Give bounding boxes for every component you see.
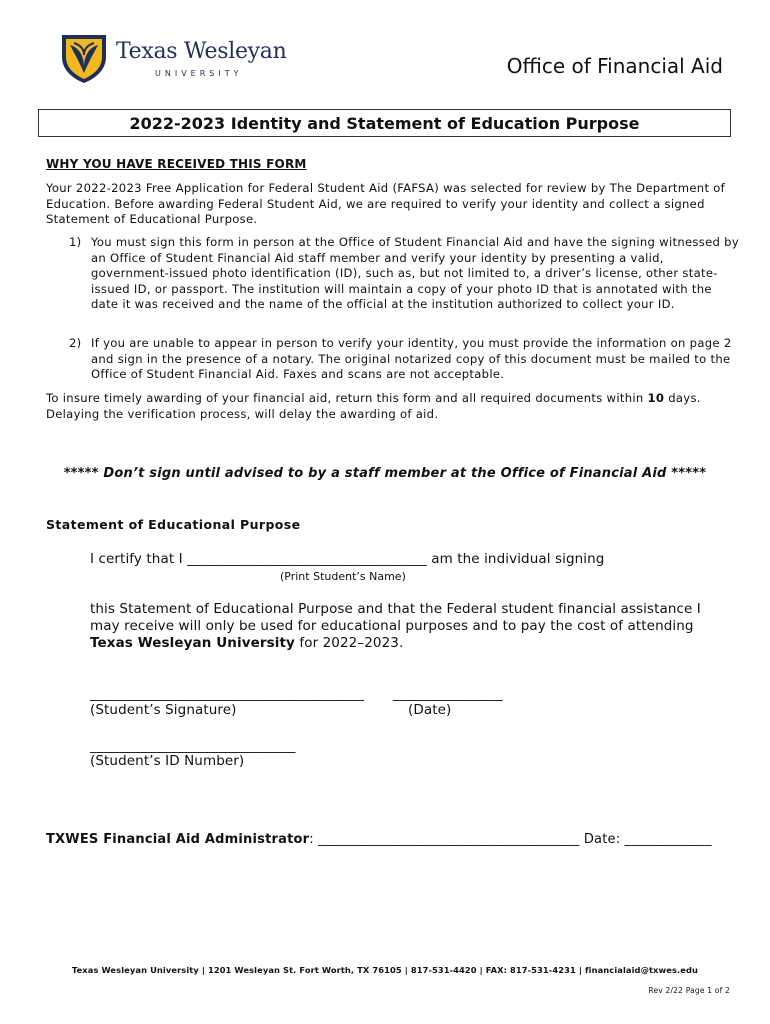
administrator-label: TXWES Financial Aid Administrator xyxy=(46,832,310,847)
intro-paragraph: Your 2022-2023 Free Application for Federal Student Aid (FAFSA) was selected for review by The Department of Education. Before awarding Federal Student Aid, we are required to verify your identity and collect a signed Statement of Educational Purpose. xyxy=(46,181,726,226)
warning-notice: ***** Don’t sign until advised to by a staff member at the Office of Financial Aid ***** xyxy=(63,466,707,481)
date-label: (Date) xyxy=(408,702,452,718)
revision-page-number: Rev 2/22 Page 1 of 2 xyxy=(648,986,730,995)
logo-subtitle: UNIVERSITY xyxy=(155,69,243,78)
administrator-signature-field[interactable]: : _______________________________________ xyxy=(309,832,580,847)
timely-text-start: To insure timely awarding of your financial aid, return this form and all required documents within xyxy=(46,391,648,405)
list-item-number: 1) xyxy=(69,235,82,249)
section-heading-statement: Statement of Educational Purpose xyxy=(46,517,301,532)
signature-field[interactable]: ________________________________________ xyxy=(90,686,364,702)
administrator-date-field[interactable]: Date: _____________ xyxy=(579,832,712,847)
student-id-field[interactable]: ______________________________ xyxy=(90,738,296,754)
list-item xyxy=(69,235,741,313)
shield-logo-icon xyxy=(60,33,108,85)
signature-label: (Student’s Signature) xyxy=(90,702,237,718)
university-name: Texas Wesleyan University xyxy=(90,635,295,651)
print-name-label: (Print Student’s Name) xyxy=(280,570,406,583)
section-heading-why: WHY YOU HAVE RECEIVED THIS FORM xyxy=(46,157,307,171)
date-field[interactable]: ________________ xyxy=(393,686,503,702)
list-item-text: If you are unable to appear in person to verify your identity, you must provide the information on page 2 and sign in the presence of a notary. The original notarized copy of this document must be mailed to the Office of Student Financial Aid. Faxes and scans are not acceptable. xyxy=(91,336,732,381)
logo-wordmark: Texas Wesleyan xyxy=(116,39,287,64)
timely-text-end: days. Delaying the verification process, will delay the awarding of aid. xyxy=(46,391,701,421)
list-item-number: 2) xyxy=(69,336,82,350)
timely-paragraph xyxy=(46,391,736,422)
administrator-line[interactable] xyxy=(46,832,712,847)
office-title: Office of Financial Aid xyxy=(506,54,723,78)
list-item xyxy=(69,336,741,383)
form-title: 2022-2023 Identity and Statement of Education Purpose xyxy=(38,109,731,137)
footer-address: Texas Wesleyan University | 1201 Wesleyan St. Fort Worth, TX 76105 | 817-531-4420 | FAX: 817-531-4231 | financialaid@txwes.edu xyxy=(71,965,699,975)
student-id-label: (Student’s ID Number) xyxy=(90,753,245,769)
certify-line[interactable]: I certify that I ___________________________________ am the individual signing xyxy=(90,551,605,567)
timely-days: 10 xyxy=(647,391,665,405)
list-item-text: You must sign this form in person at the Office of Student Financial Aid and have the signing witnessed by an Office of Student Financial Aid staff member and verify your identity by presenting a valid, government-issued photo identification (ID), such as, but not limited to, a driver’s license, other state-issued ID, or passport. The institution will maintain a copy of your photo ID that is annotated with the date it was received and the name of the official at the institution authorized to collect your ID. xyxy=(91,235,739,311)
statement-paragraph xyxy=(90,601,730,652)
statement-text-start: this Statement of Educational Purpose and that the Federal student financial assistance I may receive will only be used for educational purposes and to pay the cost of attending xyxy=(90,601,701,634)
university-logo xyxy=(60,33,287,87)
statement-text-end: for 2022–2023. xyxy=(294,635,404,651)
